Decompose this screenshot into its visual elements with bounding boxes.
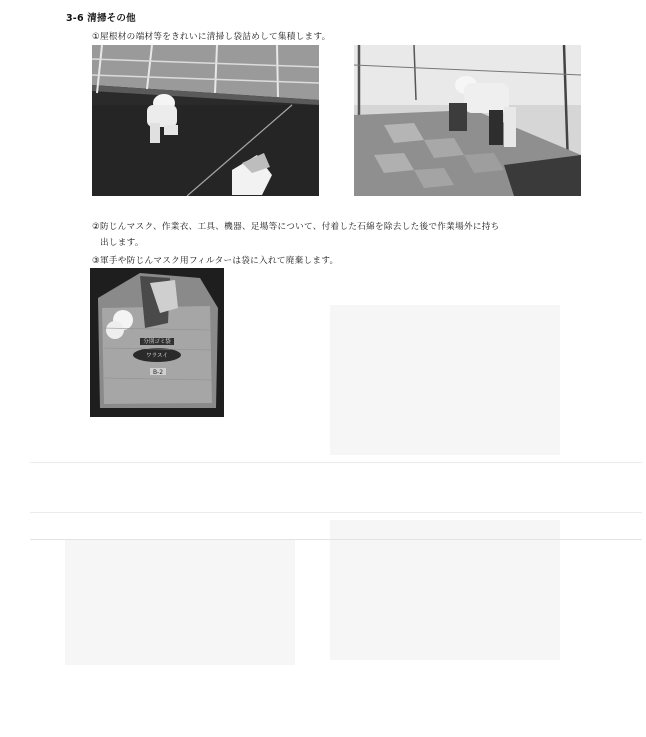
item-3-text: ③軍手や防じんマスク用フィルターは袋に入れて廃棄します。 (92, 256, 339, 266)
faint-show-through (330, 305, 560, 455)
section-heading: 3-6 清掃その他 (66, 13, 136, 24)
faint-rule (30, 462, 642, 463)
item-1-text: ①屋根材の端材等をきれいに清掃し袋詰めして集積します。 (92, 32, 331, 42)
bag-label-line-1: 分別ゴミ袋 (143, 339, 171, 345)
faint-show-through (330, 520, 560, 660)
waste-bag-image (90, 268, 224, 417)
faint-show-through (65, 540, 295, 665)
roof-cleaning-photo (92, 45, 319, 196)
faint-rule (30, 512, 642, 513)
waste-bag-photo (90, 268, 224, 417)
bag-label-line-2: ワラスイ (146, 353, 168, 359)
roof-debris-photo (354, 45, 581, 196)
bag-label-line-3: B-2 (152, 369, 164, 376)
item-2-text: ②防じんマスク、作業衣、工具、機器、足場等について、付着した石綿を除去した後で作業場外に持ち (92, 222, 500, 232)
roof-debris-image (354, 45, 581, 196)
item-2-text-continued: 出します。 (100, 238, 144, 248)
roof-cleaning-image (92, 45, 319, 196)
faint-rule (30, 539, 642, 540)
